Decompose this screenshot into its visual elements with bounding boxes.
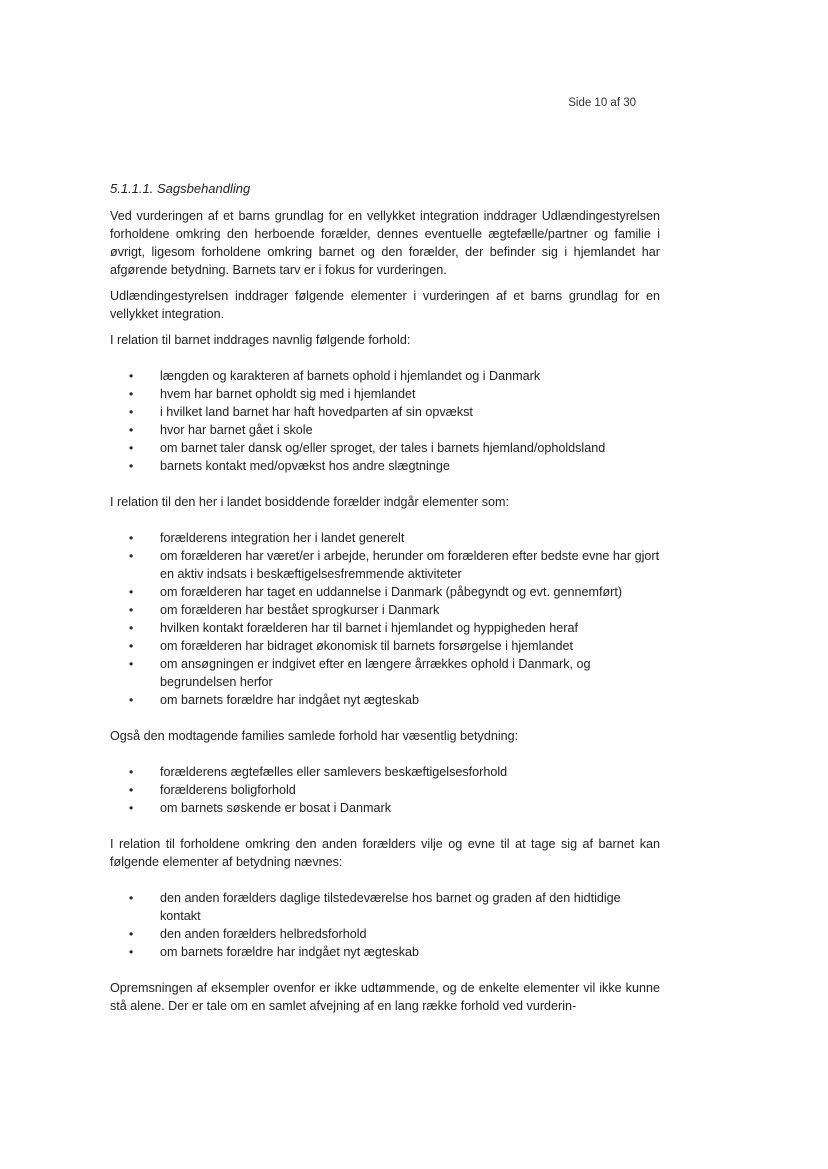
- list-item: • om barnets søskende er bosat i Danmark: [110, 799, 660, 817]
- list-item: • om ansøgningen er indgivet efter en længere årrækkes ophold i Danmark, og begrundelsen herfor: [110, 655, 660, 691]
- closing-paragraph: Opremsningen af eksempler ovenfor er ikke udtømmende, og de enkelte elementer vil ikke kunne stå alene. Der er tale om en samlet afvejning af en lang række forhold ved vurderin-: [110, 981, 660, 1013]
- list-item: • forælderens integration her i landet generelt: [110, 529, 660, 547]
- child-intro-paragraph: I relation til barnet inddrages navnlig følgende forhold:: [110, 333, 411, 347]
- section-heading: 5.1.1.1. Sagsbehandling: [110, 181, 251, 196]
- document-body: [110, 180, 660, 1023]
- list-item: • om forælderen har bidraget økonomisk til barnets forsørgelse i hjemlandet: [110, 637, 660, 655]
- list-item: • om barnets forældre har indgået nyt ægteskab: [110, 691, 660, 709]
- parent-intro-paragraph: I relation til den her i landet bosiddende forælder indgår elementer som:: [110, 495, 510, 509]
- family-intro-paragraph: Også den modtagende families samlede forhold har væsentlig betydning:: [110, 729, 519, 743]
- page-number: Side 10 af 30: [568, 97, 636, 109]
- list-item: • om forælderen har taget en uddannelse i Danmark (påbegyndt og evt. gennemført): [110, 583, 660, 601]
- other-parent-list: [110, 889, 660, 961]
- list-item: • om forælderen har bestået sprogkurser i Danmark: [110, 601, 660, 619]
- list-item: • forælderens boligforhold: [110, 781, 660, 799]
- list-item: • barnets kontakt med/opvækst hos andre slægtninge: [110, 457, 660, 475]
- parent-list: [110, 529, 660, 709]
- list-item: • forælderens ægtefælles eller samlevers beskæftigelsesforhold: [110, 763, 660, 781]
- list-item: • længden og karakteren af barnets ophold i hjemlandet og i Danmark: [110, 367, 660, 385]
- list-item: • om barnets forældre har indgået nyt ægteskab: [110, 943, 660, 961]
- list-item: • den anden forælders helbredsforhold: [110, 925, 660, 943]
- other-parent-intro-paragraph: I relation til forholdene omkring den anden forælders vilje og evne til at tage sig af barnet kan følgende elementer af betydning nævnes:: [110, 837, 660, 869]
- list-item: • i hvilket land barnet har haft hovedparten af sin opvækst: [110, 403, 660, 421]
- family-list: [110, 763, 660, 817]
- list-item: • hvem har barnet opholdt sig med i hjemlandet: [110, 385, 660, 403]
- list-item: • hvor har barnet gået i skole: [110, 421, 660, 439]
- list-item: • den anden forælders daglige tilstedeværelse hos barnet og graden af den hidtidige kontakt: [110, 889, 660, 925]
- intro-paragraph: Ved vurderingen af et barns grundlag for en vellykket integration inddrager Udlændingestyrelsen forholdene omkring den herboende forælder, dennes eventuelle ægtefælle/partner og familie i øvrigt, ligesom forholdene omkring barnet og den forælder, der befinder sig i hjemlandet har afgørende betydning. Barnets tarv er i fokus for vurderingen.: [110, 209, 660, 277]
- child-list: [110, 367, 660, 475]
- elements-intro-paragraph: Udlændingestyrelsen inddrager følgende elementer i vurderingen af et barns grundlag for en vellykket integration.: [110, 289, 660, 321]
- list-item: • om barnet taler dansk og/eller sproget, der tales i barnets hjemland/opholdsland: [110, 439, 660, 457]
- list-item: • om forælderen har været/er i arbejde, herunder om forælderen efter bedste evne har gjort en aktiv indsats i beskæftigelsesfremmende aktiviteter: [110, 547, 660, 583]
- list-item: • hvilken kontakt forælderen har til barnet i hjemlandet og hyppigheden heraf: [110, 619, 660, 637]
